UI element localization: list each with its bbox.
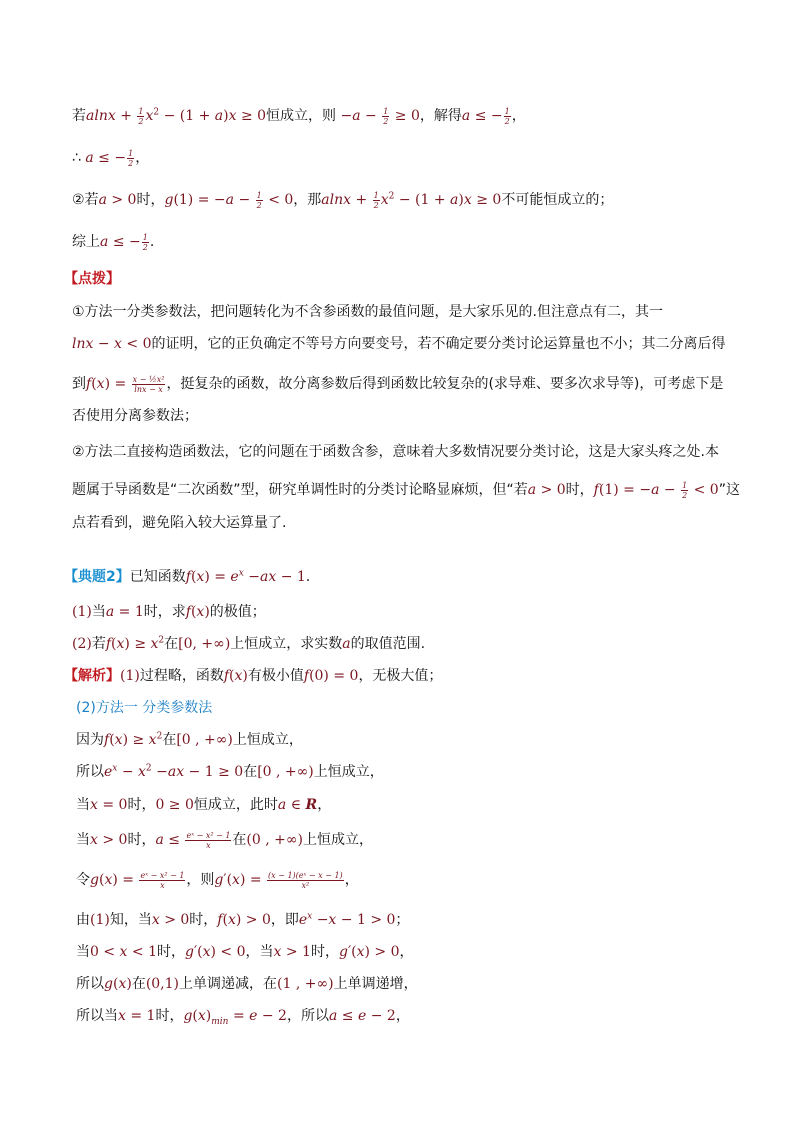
text-line: 否使用分离参数法； (72, 408, 198, 424)
solution-part-1: 【解析】(1)过程略，函数f(x)有极小值f(0) = 0，无极大值； (64, 668, 443, 684)
text-line: 因为$f(x) \ge x^2$在[0 , +∞)上恒成立， (76, 731, 303, 748)
text-line: ②若a > 0时，g(1) = −a − $\frac{1}{2}$ < 0，那alnx + $\frac{1}{2}$ $x^2 - (1 + a)x \ge 0$不可能恒成立的； (72, 190, 614, 210)
example-2-statement: 【典题2】已知函数$f(x) = e^x -ax - 1$. (64, 568, 311, 585)
question-2: (2)若$f(x) \ge x^2$在[0, +∞)上恒成立，求实数a的取值范围. (72, 635, 426, 652)
text-line: 当x > 0时，a ≤ $\frac{\text{eˣ − x² − 1}}{x}$ 在(0 , +∞)上恒成立， (76, 830, 373, 850)
text-line: lnx − x < 0的证明，它的正负确定不等号方向要变号，若不确定要分类讨论运算量也不小；其二分离后得 (72, 336, 726, 352)
text-line: 当0 < x < 1时，g′(x) < 0，当x > 1时，g′(x) > 0， (76, 944, 414, 960)
question-1: (1)当a = 1时，求f(x)的极值； (72, 604, 266, 620)
text-line: 到f(x) = $\frac{\text{x − ½x²}}{\ln x - x}$ ，挺复杂的函数，故分离参数后得到函数比较复杂的(求导难、要多次求导等)，可考虑下是 (72, 374, 724, 394)
text-line: 令g(x) = $\frac{\text{eˣ − x² − 1}}{x}$ ，则g′(x) = $\frac{\text{(x − 1)(eˣ − x − 1)}}{\text{x²}}$ ， (76, 870, 359, 890)
method-1-heading: (2)方法一 分类参数法 (76, 700, 213, 716)
text-line: 当x = 0时，0 ≥ 0恒成立，此时a ∈ R， (76, 797, 332, 813)
text-line: 由(1)知，当x > 0时，f(x) > 0，即$e^x -x - 1 > 0$； (76, 911, 410, 928)
section-heading-dianbo: 【点拨】 (64, 271, 120, 287)
text-line: 所以当x = 1时，$g(x)_{min} = e - 2$，所以a ≤ e − 2， (76, 1008, 410, 1027)
text-line: 所以$e^x - x^2 -ax - 1 \ge 0$在[0 , +∞)上恒成立， (76, 763, 384, 780)
text-line: ②方法二直接构造函数法，它的问题在于函数含参，意味着大多数情况要分类讨论，这是大家头疼之处.本 (72, 444, 719, 460)
text-line: 所以g(x)在(0,1)上单调递减，在(1 , +∞)上单调递增， (76, 976, 418, 992)
text-line: 题属于导函数是“二次函数”型，研究单调性时的分类讨论略显麻烦，但“若a > 0时，f(1) = −a − $\frac{1}{2}$ < 0”这 (72, 480, 740, 500)
text-line: ∴ a ≤ − $\frac{1}{2}$ ， (72, 148, 150, 168)
text-line: ①方法一分类参数法，把问题转化为不含参函数的最值问题，是大家乐见的.但注意点有二，其一 (72, 304, 663, 320)
text-line: 若alnx + $\frac{1}{2}$ $x^2 - (1 + a)x \ge 0$恒成立，则 −a − $\frac{1}{2}$ ≥ 0，解得a ≤ − $\frac{1}{2}$ ， (72, 106, 526, 126)
text-line: 点若看到，避免陷入较大运算量了. (72, 515, 287, 531)
text-line: 综上a ≤ − $\frac{1}{2}$ . (72, 232, 155, 252)
